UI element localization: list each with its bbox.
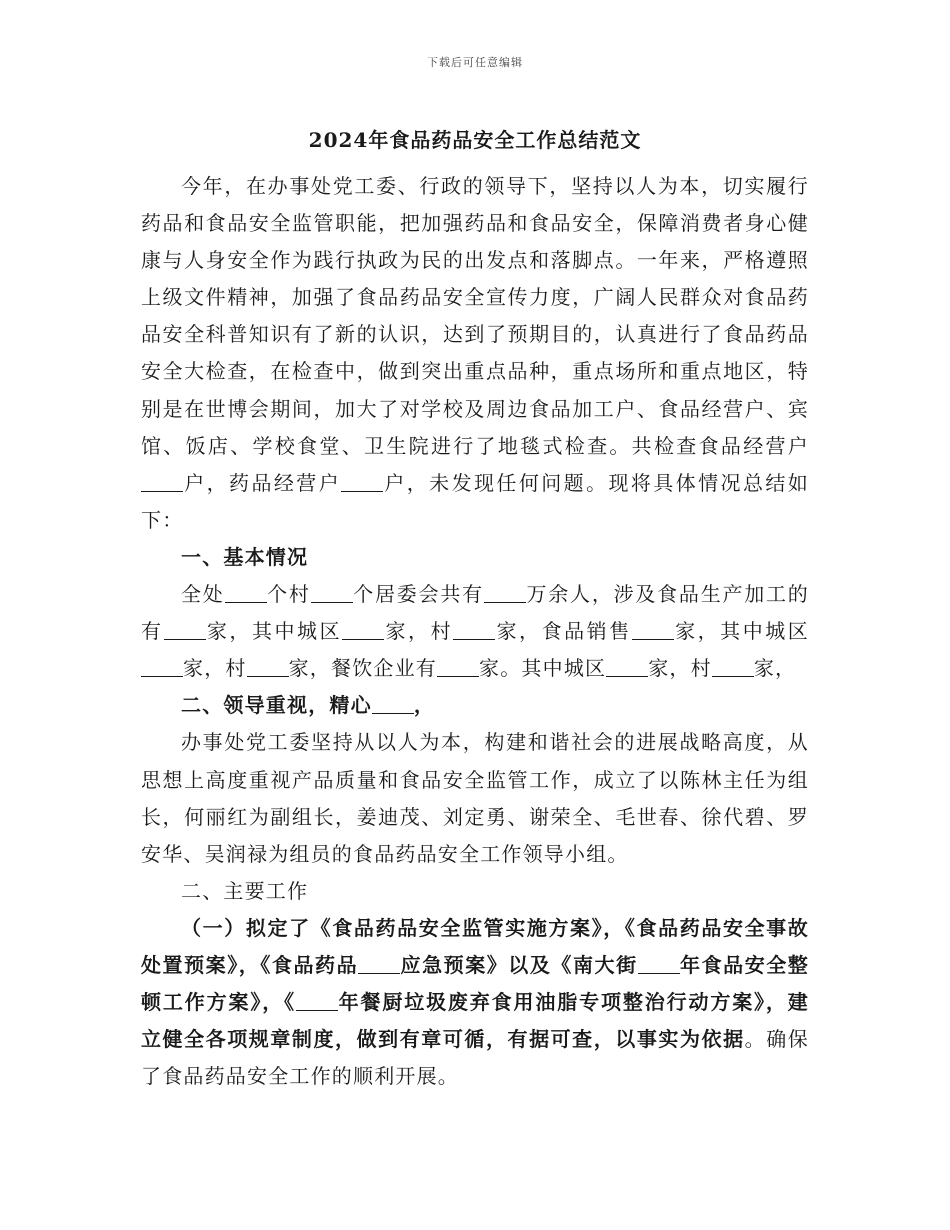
fill-blank — [437, 656, 479, 677]
fill-blank — [453, 619, 495, 640]
document-title: 2024年食品药品安全工作总结范文 — [308, 128, 642, 152]
fill-blank — [372, 693, 414, 714]
fill-blank — [606, 656, 648, 677]
fill-blank — [311, 582, 353, 603]
header-note: 下载后可任意编辑 — [427, 56, 523, 69]
paragraph-intro: 今年，在办事处党工委、行政的领导下，坚持以人为本，切实履行药品和食品安全监管职能，把加强药品和食品安全，保障消费者身心健康与人身安全作为践行执政为民的出发点和落脚点。一年来，严格遵照上级文件精神，加强了食品药品安全宣传力度，广阔人民群众对食品药品安全科普知识有了新的认识，达到了预期目的，认真进行了食品药品安全大检查，在检查中，做到突出重点品种，重点场所和重点地区，特别是在世博会期间，加大了对学校及周边食品加工户、食品经营户、宾馆、饭店、学校食堂、卫生院进行了地毯式检查。共检查食品经营户户，药品经营户 户，未发现任何问题。现将具体情况总结如下： — [141, 174, 809, 532]
fill-blank — [141, 656, 183, 677]
paragraph-leadership: 办事处党工委坚持从以人为本，构建和谐社会的进展战略高度，从思想上高度重视产品质量和食品安全监管工作，成立了以陈林主任为组长，何丽红为副组长，姜迪茂、刘定勇、谢荣全、毛世春、徐代碧、罗安华、吴润禄为组员的食品药品安全工作领导小组。 — [141, 730, 809, 866]
section-heading-main-work: 二、主要工作 — [181, 878, 309, 903]
fill-blank — [225, 582, 267, 603]
fill-blank — [638, 953, 680, 974]
paragraph-basic-situation: 全处 个村 个居委会共有 万余人，涉及食品生产加工的有 家，其中城区 家，村 家，食品销售 家，其中城区家，村 家，餐饮企业有 家。其中城区 家，村 家， — [141, 582, 810, 681]
fill-blank — [484, 582, 526, 603]
section-heading-basic: 一、基本情况 — [181, 544, 309, 569]
fill-blank — [247, 656, 289, 677]
fill-blank — [632, 619, 674, 640]
section-heading-leadership: 二、领导重视，精心 ， — [181, 693, 436, 718]
fill-blank — [712, 656, 754, 677]
fill-blank — [342, 619, 384, 640]
document-body — [141, 168, 809, 1095]
fill-blank — [141, 471, 183, 492]
fill-blank — [164, 619, 206, 640]
fill-blank — [341, 471, 383, 492]
fill-blank — [358, 953, 400, 974]
fill-blank — [296, 990, 338, 1011]
paragraph-main-work-1: （一）拟定了《食品药品安全监管实施方案》，《食品药品安全事故处置预案》，《食品药品 应急预案》以及《南大街 年食品安全整顿工作方案》，《 年餐厨垃圾废弃食用油脂专项整治行动方案》，建立健全各项规章制度，做到有章可循，有据可查，以事实为依据。确保了食品药品安全工作的顺利开展。 — [141, 915, 810, 1089]
